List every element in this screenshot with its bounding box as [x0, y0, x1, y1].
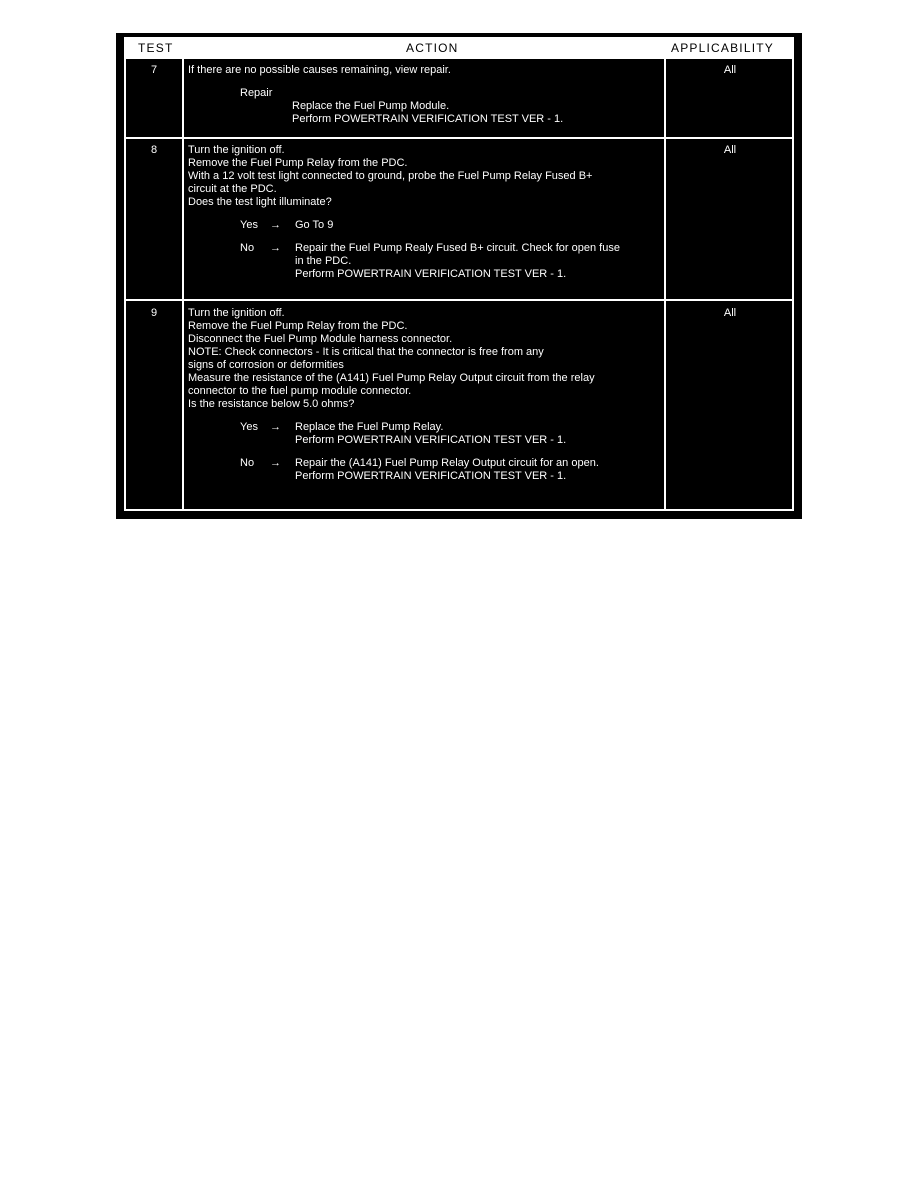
- applicability-value: All: [723, 307, 737, 319]
- action-cell: [188, 144, 664, 281]
- action-line: With a 12 volt test light connected to ground, probe the Fuel Pump Relay Fused B+: [188, 170, 593, 182]
- test-number: 7: [150, 64, 158, 76]
- no-branch: [188, 242, 664, 255]
- diagnostic-table: [116, 33, 802, 519]
- yes-label: Yes: [240, 219, 258, 231]
- test-number: 9: [150, 307, 158, 319]
- action-line: circuit at the PDC.: [188, 183, 277, 195]
- action-line: Remove the Fuel Pump Relay from the PDC.: [188, 157, 408, 169]
- action-line: Turn the ignition off.: [188, 307, 285, 319]
- table-header: [124, 37, 794, 59]
- action-line: Disconnect the Fuel Pump Module harness connector.: [188, 333, 453, 345]
- header-applicability: APPLICABILITY: [671, 41, 774, 55]
- no-label: No: [240, 457, 255, 469]
- arrow-right-icon: →: [270, 457, 281, 469]
- repair-label: Repair: [240, 87, 273, 99]
- no-branch: [188, 457, 664, 470]
- row-divider-1: [124, 137, 794, 139]
- action-line: Does the test light illuminate?: [188, 196, 332, 208]
- no-result: Repair the (A141) Fuel Pump Relay Output circuit for an open.: [295, 457, 599, 469]
- action-line: Remove the Fuel Pump Relay from the PDC.: [188, 320, 408, 332]
- table-border-bottom: [124, 509, 794, 511]
- yes-result: Replace the Fuel Pump Relay.: [295, 421, 444, 433]
- no-label: No: [240, 242, 255, 254]
- header-action: ACTION: [406, 41, 459, 55]
- action-line: Is the resistance below 5.0 ohms?: [188, 398, 355, 410]
- applicability-value: All: [723, 144, 737, 156]
- action-line: signs of corrosion or deformities: [188, 359, 344, 371]
- table-border-right: [792, 37, 794, 511]
- action-line: If there are no possible causes remaining, view repair.: [188, 64, 451, 76]
- header-test: TEST: [138, 41, 174, 55]
- table-row-test-8: [126, 141, 792, 299]
- action-line: Measure the resistance of the (A141) Fuel Pump Relay Output circuit from the relay: [188, 372, 595, 384]
- test-number: 8: [150, 144, 158, 156]
- action-line: NOTE: Check connectors - It is critical that the connector is free from any: [188, 346, 544, 358]
- yes-result: Go To 9: [295, 219, 334, 231]
- yes-branch: [188, 219, 664, 232]
- no-result: Repair the Fuel Pump Realy Fused B+ circuit. Check for open fuse: [295, 242, 620, 254]
- arrow-right-icon: →: [270, 219, 281, 231]
- no-result-continued: Perform POWERTRAIN VERIFICATION TEST VER - 1.: [295, 268, 567, 280]
- yes-branch: [188, 421, 664, 434]
- applicability-value: All: [723, 64, 737, 76]
- yes-label: Yes: [240, 421, 258, 433]
- yes-result-continued: Perform POWERTRAIN VERIFICATION TEST VER - 1.: [295, 434, 567, 446]
- table-row-test-7: [126, 61, 792, 137]
- no-result-continued: in the PDC.: [295, 255, 352, 267]
- no-result-continued: Perform POWERTRAIN VERIFICATION TEST VER - 1.: [295, 470, 567, 482]
- table-row-test-9: [126, 304, 792, 508]
- arrow-right-icon: →: [270, 242, 281, 254]
- action-line: connector to the fuel pump module connector.: [188, 385, 412, 397]
- repair-item: Replace the Fuel Pump Module.: [292, 100, 450, 112]
- arrow-right-icon: →: [270, 421, 281, 433]
- action-cell: [188, 307, 664, 483]
- repair-item: Perform POWERTRAIN VERIFICATION TEST VER - 1.: [292, 113, 564, 125]
- row-divider-2: [124, 299, 794, 301]
- action-line: Turn the ignition off.: [188, 144, 285, 156]
- action-cell: [188, 64, 664, 126]
